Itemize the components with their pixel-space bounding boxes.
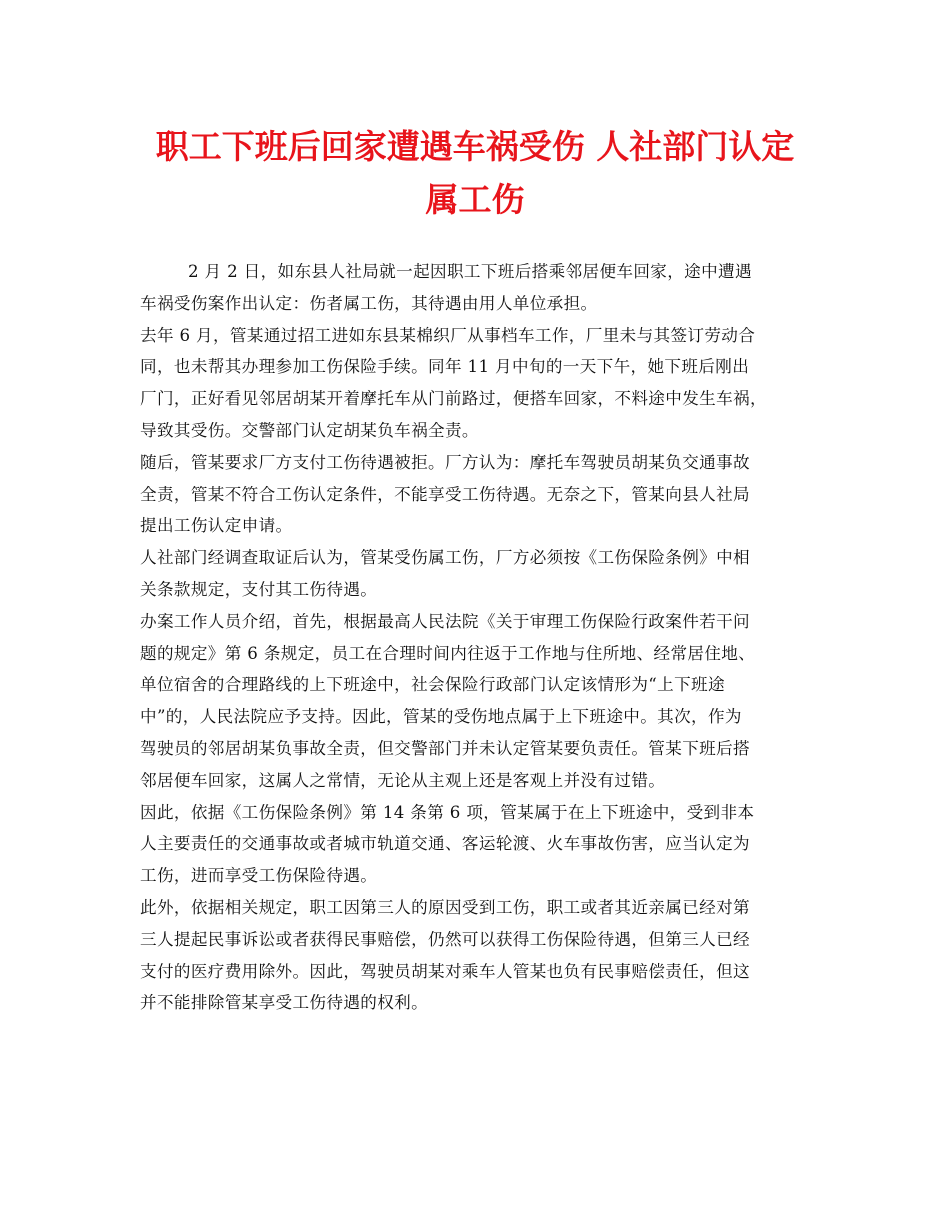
paragraph-line: 办案工作人员介绍，首先，根据最高人民法院《关于审理工伤保险行政案件若干问 xyxy=(140,611,750,631)
title-line: 职工下班后回家遭遇车祸受伤 人社部门认定 xyxy=(155,127,795,166)
paragraph-line: 2 月 2 日，如东县人社局就一起因职工下班后搭乘邻居便车回家，途中遭遇 xyxy=(188,262,752,281)
paragraph xyxy=(140,320,810,447)
paragraph-line: 三人提起民事诉讼或者获得民事赔偿，仍然可以获得工伤保险待遇，但第三人已经 xyxy=(140,929,750,949)
paragraph-line: 随后，管某要求厂方支付工伤待遇被拒。厂方认为：摩托车驾驶员胡某负交通事故 xyxy=(140,452,750,472)
paragraph-line: 工伤，进而享受工伤保险待遇。 xyxy=(140,866,378,886)
paragraph-line: 厂门，正好看见邻居胡某开着摩托车从门前路过，便搭车回家，不料途中发生车祸， xyxy=(140,389,767,409)
paragraph-line: 提出工伤认定申请。 xyxy=(140,516,293,536)
paragraph xyxy=(140,542,810,606)
paragraph-line: 单位宿舍的合理路线的上下班途中，社会保险行政部门认定该情形为“上下班途 xyxy=(140,675,725,695)
title-line: 属工伤 xyxy=(425,180,525,219)
paragraph-line: 人主要责任的交通事故或者城市轨道交通、客运轮渡、火车事故伤害，应当认定为 xyxy=(140,834,750,854)
paragraph xyxy=(140,797,810,892)
paragraph xyxy=(140,892,810,1019)
paragraph-line: 邻居便车回家，这属人之常情，无论从主观上还是客观上并没有过错。 xyxy=(140,770,666,790)
paragraph-line: 车祸受伤案作出认定：伤者属工伤，其待遇由用人单位承担。 xyxy=(140,293,598,313)
article-body xyxy=(140,256,810,1019)
paragraph xyxy=(140,256,810,320)
paragraph-line: 此外，依据相关规定，职工因第三人的原因受到工伤，职工或者其近亲属已经对第 xyxy=(140,897,750,917)
paragraph-line: 支付的医疗费用除外。因此，驾驶员胡某对乘车人管某也负有民事赔偿责任，但这 xyxy=(140,961,750,981)
paragraph-line: 导致其受伤。交警部门认定胡某负车祸全责。 xyxy=(140,420,479,440)
paragraph-line: 全责，管某不符合工伤认定条件，不能享受工伤待遇。无奈之下，管某向县人社局 xyxy=(140,484,750,504)
paragraph xyxy=(140,606,810,797)
paragraph-line: 人社部门经调查取证后认为，管某受伤属工伤，厂方必须按《工伤保险条例》中相 xyxy=(140,548,750,568)
paragraph-line: 同，也未帮其办理参加工伤保险手续。同年 11 月中旬的一天下午，她下班后刚出 xyxy=(140,357,750,377)
paragraph xyxy=(140,447,810,542)
paragraph-line: 题的规定》第 6 条规定，员工在合理时间内往返于工作地与住所地、经常居住地、 xyxy=(140,643,756,663)
paragraph-line: 中”的，人民法院应予支持。因此，管某的受伤地点属于上下班途中。其次，作为 xyxy=(140,707,742,727)
paragraph-line: 关条款规定，支付其工伤待遇。 xyxy=(140,579,378,599)
paragraph-line: 并不能排除管某享受工伤待遇的权利。 xyxy=(140,993,429,1013)
paragraph-line: 因此，依据《工伤保险条例》第 14 条第 6 项，管某属于在上下班途中，受到非本 xyxy=(140,802,755,822)
paragraph-line: 驾驶员的邻居胡某负事故全责，但交警部门并未认定管某要负责任。管某下班后搭 xyxy=(140,738,750,758)
paragraph-line: 去年 6 月，管某通过招工进如东县某棉织厂从事档车工作，厂里未与其签订劳动合 xyxy=(140,325,756,345)
page-title xyxy=(120,120,830,226)
